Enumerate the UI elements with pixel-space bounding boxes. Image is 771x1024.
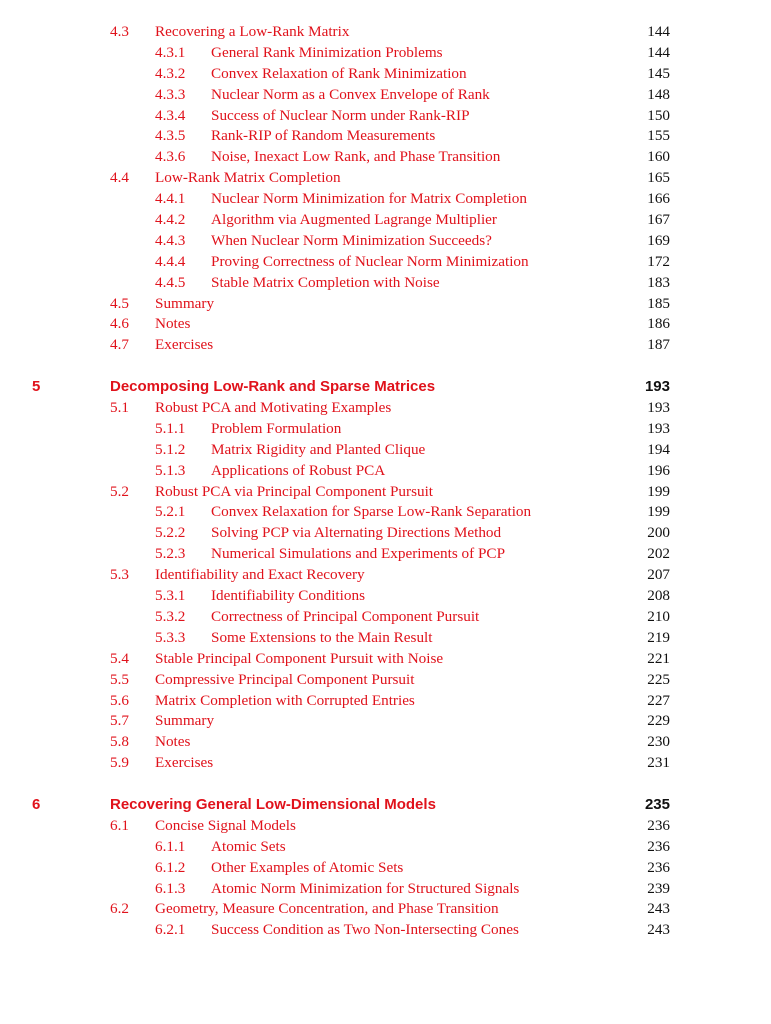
toc-entry-title-link[interactable]: Some Extensions to the Main Result [211, 628, 433, 646]
toc-entry-number: 6.1.3 [155, 879, 186, 897]
toc-entry-number: 5.9 [110, 754, 129, 772]
toc-entry-title-link[interactable]: Atomic Norm Minimization for Structured Signals [211, 879, 520, 897]
toc-subsection-row[interactable] [0, 85, 771, 106]
toc-entry-number: 5 [32, 378, 41, 396]
toc-subsection-row[interactable] [0, 189, 771, 210]
toc-entry-number: 4.4 [110, 169, 129, 187]
toc-page-number: 165 [647, 169, 670, 187]
toc-entry-title-link[interactable]: Robust PCA via Principal Component Pursuit [155, 482, 434, 500]
toc-page-number: 236 [647, 837, 670, 855]
toc-page-number: 243 [647, 900, 670, 918]
toc-page-number: 172 [647, 252, 670, 270]
toc-subsection-row[interactable] [0, 628, 771, 649]
toc-entry-number: 5.8 [110, 733, 129, 751]
toc-entry-number: 4.4.3 [155, 231, 186, 249]
toc-chapter-row[interactable] [0, 795, 771, 816]
toc-page-number: 202 [647, 545, 670, 563]
toc-subsection-row[interactable] [0, 43, 771, 64]
toc-entry-title-link[interactable]: Problem Formulation [211, 419, 342, 437]
toc-entry-number: 4.4.4 [155, 252, 186, 270]
toc-entry-number: 5.2 [110, 482, 129, 500]
toc-subsection-row[interactable] [0, 858, 771, 879]
toc-page-number: 148 [647, 85, 670, 103]
toc-entry-number: 5.1 [110, 399, 129, 417]
toc-entry-number: 5.4 [110, 649, 129, 667]
toc-page-number: 145 [647, 64, 670, 82]
toc-subsection-row[interactable] [0, 461, 771, 482]
toc-entry-number: 6.1.2 [155, 858, 186, 876]
toc-entry-title-link[interactable]: Recovering a Low-Rank Matrix [155, 23, 350, 40]
toc-subsection-row[interactable] [0, 252, 771, 273]
toc-subsection-row[interactable] [0, 502, 771, 523]
toc-page-number: 169 [647, 231, 670, 249]
toc-entry-title-link[interactable]: When Nuclear Norm Minimization Succeeds? [211, 231, 492, 249]
toc-section-row[interactable] [0, 670, 771, 691]
toc-section-row[interactable] [0, 398, 771, 419]
toc-entry-number: 5.2.2 [155, 524, 186, 542]
toc-page-number: 183 [647, 273, 670, 291]
toc-page-number: 243 [647, 921, 670, 939]
toc-subsection-row[interactable] [0, 879, 771, 900]
toc-section-row[interactable] [0, 168, 771, 189]
toc-subsection-row[interactable] [0, 106, 771, 127]
toc-page-number: 185 [647, 294, 670, 312]
toc-page-number: 227 [647, 691, 670, 709]
toc-entry-number: 4.3.2 [155, 64, 186, 82]
toc-page-number: 219 [647, 628, 670, 646]
toc-entry-title-link[interactable]: Exercises [155, 754, 214, 772]
toc-entry-title-link[interactable]: Decomposing Low-Rank and Sparse Matrices [110, 378, 436, 396]
toc-section-row[interactable] [0, 753, 771, 774]
toc-entry-number: 4.7 [110, 336, 129, 354]
toc-entry-title-link[interactable]: Exercises [155, 336, 214, 354]
toc-page-number: 236 [647, 816, 670, 834]
toc-page-number: 167 [647, 211, 670, 229]
toc-section-row[interactable] [0, 899, 771, 920]
toc-page-number: 231 [647, 754, 670, 772]
toc-entry-title-link[interactable]: Notes [155, 733, 191, 751]
toc-entry-number: 4.3.1 [155, 43, 186, 61]
toc-page-number: 187 [647, 336, 670, 354]
toc-entry-title-link[interactable]: Matrix Rigidity and Planted Clique [211, 440, 426, 458]
toc-page-number: 150 [647, 106, 670, 124]
toc-page-number: 186 [647, 315, 670, 333]
toc-entry-title-link[interactable]: Algorithm via Augmented Lagrange Multiplier [211, 211, 497, 229]
toc-section-row[interactable] [0, 294, 771, 315]
toc-subsection-row[interactable] [0, 64, 771, 85]
toc-page-number: 236 [647, 858, 670, 876]
toc-entry-title-link[interactable]: Concise Signal Models [155, 816, 296, 834]
toc-entry-number: 4.6 [110, 315, 129, 333]
toc-section-row[interactable] [0, 691, 771, 712]
toc-entry-number: 4.3.5 [155, 127, 186, 145]
toc-section-row[interactable] [0, 335, 771, 356]
toc-subsection-row[interactable] [0, 607, 771, 628]
toc-entry-title-link[interactable]: Low-Rank Matrix Completion [155, 169, 341, 187]
toc-entry-title-link[interactable]: Applications of Robust PCA [211, 461, 386, 479]
toc-entry-title-link[interactable]: Numerical Simulations and Experiments of PCP [211, 545, 506, 563]
toc-entry-title-link[interactable]: Compressive Principal Component Pursuit [155, 670, 415, 688]
toc-page-number: 166 [647, 190, 670, 208]
toc-entry-title-link[interactable]: Success Condition as Two Non-Intersecting Cones [211, 921, 519, 939]
toc-entry-title-link[interactable]: General Rank Minimization Problems [211, 43, 443, 61]
toc-page-number: 208 [647, 587, 670, 605]
toc-subsection-row[interactable] [0, 210, 771, 231]
toc-entry-title-link[interactable]: Noise, Inexact Low Rank, and Phase Transition [211, 148, 501, 166]
toc-entry-number: 5.7 [110, 712, 129, 730]
toc-entry-number: 6.1 [110, 816, 129, 834]
toc-page-number: 221 [647, 649, 670, 667]
toc-entry-number: 6.1.1 [155, 837, 186, 855]
toc-subsection-row[interactable] [0, 523, 771, 544]
toc-entry-title-link[interactable]: Rank-RIP of Random Measurements [211, 127, 436, 145]
toc-entry-title-link[interactable]: Identifiability Conditions [211, 587, 365, 605]
toc-subsection-row[interactable] [0, 544, 771, 565]
toc-entry-number: 5.3 [110, 566, 129, 584]
toc-entry-number: 5.5 [110, 670, 129, 688]
toc-entry-number: 4.4.1 [155, 190, 186, 208]
toc-section-row[interactable] [0, 565, 771, 586]
toc-entry-number: 6 [32, 795, 41, 813]
toc-entry-title-link[interactable]: Identifiability and Exact Recovery [155, 566, 365, 584]
toc-chapter-row[interactable] [0, 377, 771, 398]
toc-entry-title-link[interactable]: Nuclear Norm as a Convex Envelope of Rank [211, 85, 490, 103]
toc-page-number: 225 [647, 670, 670, 688]
toc-page-number: 193 [647, 399, 670, 417]
toc-subsection-row[interactable] [0, 126, 771, 147]
toc-page-number: 230 [647, 733, 670, 751]
toc-entry-title-link[interactable]: Success of Nuclear Norm under Rank-RIP [211, 106, 470, 124]
toc-page-number: 200 [647, 524, 670, 542]
toc-entry-number: 5.3.1 [155, 587, 186, 605]
toc-entry-number: 4.4.2 [155, 211, 186, 229]
toc-section-row[interactable] [0, 816, 771, 837]
toc-subsection-row[interactable] [0, 147, 771, 168]
toc-entry-title-link[interactable]: Atomic Sets [211, 837, 286, 855]
toc-page-number: 194 [647, 440, 670, 458]
toc-page-number: 199 [647, 482, 670, 500]
toc-entry-title-link[interactable]: Stable Principal Component Pursuit with Noise [155, 649, 444, 667]
toc-subsection-row[interactable] [0, 273, 771, 294]
toc-entry-number: 5.2.3 [155, 545, 186, 563]
toc-entry-title-link[interactable]: Geometry, Measure Concentration, and Phase Transition [155, 900, 499, 918]
toc-entry-title-link[interactable]: Notes [155, 315, 191, 333]
toc-entry-title-link[interactable]: Nuclear Norm Minimization for Matrix Completion [211, 190, 527, 208]
toc-entry-number: 6.2 [110, 900, 129, 918]
toc-entry-title-link[interactable]: Stable Matrix Completion with Noise [211, 273, 440, 291]
toc-page-number: 239 [647, 879, 670, 897]
toc-page-number: 210 [647, 607, 670, 625]
toc-section-row[interactable] [0, 711, 771, 732]
table-of-contents [0, 22, 771, 941]
toc-page-number: 207 [647, 566, 670, 584]
toc-entry-title-link[interactable]: Summary [155, 712, 215, 730]
toc-entry-number: 5.1.2 [155, 440, 186, 458]
toc-page-number: 144 [647, 23, 670, 40]
toc-entry-number: 4.5 [110, 294, 129, 312]
toc-entry-title-link[interactable]: Convex Relaxation for Sparse Low-Rank Separation [211, 503, 532, 521]
toc-subsection-row[interactable] [0, 440, 771, 461]
toc-section-row[interactable] [0, 22, 771, 43]
toc-page-number: 193 [644, 378, 670, 396]
toc-subsection-row[interactable] [0, 837, 771, 858]
toc-entry-title-link[interactable]: Robust PCA and Motivating Examples [155, 399, 392, 417]
toc-entry-number: 4.3.4 [155, 106, 186, 124]
toc-subsection-row[interactable] [0, 419, 771, 440]
toc-entry-number: 5.2.1 [155, 503, 186, 521]
toc-page-number: 144 [647, 43, 670, 61]
toc-entry-number: 5.6 [110, 691, 129, 709]
toc-subsection-row[interactable] [0, 586, 771, 607]
toc-subsection-row[interactable] [0, 231, 771, 252]
toc-entry-title-link[interactable]: Solving PCP via Alternating Directions Method [211, 524, 502, 542]
toc-page-number: 160 [647, 148, 670, 166]
toc-section-row[interactable] [0, 482, 771, 503]
toc-subsection-row[interactable] [0, 920, 771, 941]
toc-page-number: 155 [647, 127, 670, 145]
toc-entry-title-link[interactable]: Matrix Completion with Corrupted Entries [155, 691, 415, 709]
toc-page-number: 199 [647, 503, 670, 521]
toc-entry-title-link[interactable]: Recovering General Low-Dimensional Models [110, 795, 436, 813]
toc-section-row[interactable] [0, 314, 771, 335]
toc-entry-title-link[interactable]: Summary [155, 294, 215, 312]
toc-entry-title-link[interactable]: Convex Relaxation of Rank Minimization [211, 64, 467, 82]
toc-page-number: 193 [647, 419, 670, 437]
toc-entry-number: 5.1.1 [155, 419, 186, 437]
toc-entry-number: 5.3.3 [155, 628, 186, 646]
toc-entry-number: 6.2.1 [155, 921, 186, 939]
toc-entry-number: 4.3.6 [155, 148, 186, 166]
toc-page-number: 229 [647, 712, 670, 730]
toc-entry-title-link[interactable]: Proving Correctness of Nuclear Norm Minimization [211, 252, 529, 270]
toc-entry-number: 5.1.3 [155, 461, 186, 479]
toc-section-row[interactable] [0, 732, 771, 753]
toc-entry-number: 4.3.3 [155, 85, 186, 103]
toc-page-number: 196 [647, 461, 670, 479]
toc-entry-number: 4.3 [110, 23, 129, 40]
toc-entry-number: 5.3.2 [155, 607, 186, 625]
toc-section-row[interactable] [0, 649, 771, 670]
toc-entry-title-link[interactable]: Correctness of Principal Component Pursuit [211, 607, 480, 625]
toc-entry-number: 4.4.5 [155, 273, 186, 291]
toc-page-number: 235 [644, 795, 670, 813]
toc-entry-title-link[interactable]: Other Examples of Atomic Sets [211, 858, 404, 876]
